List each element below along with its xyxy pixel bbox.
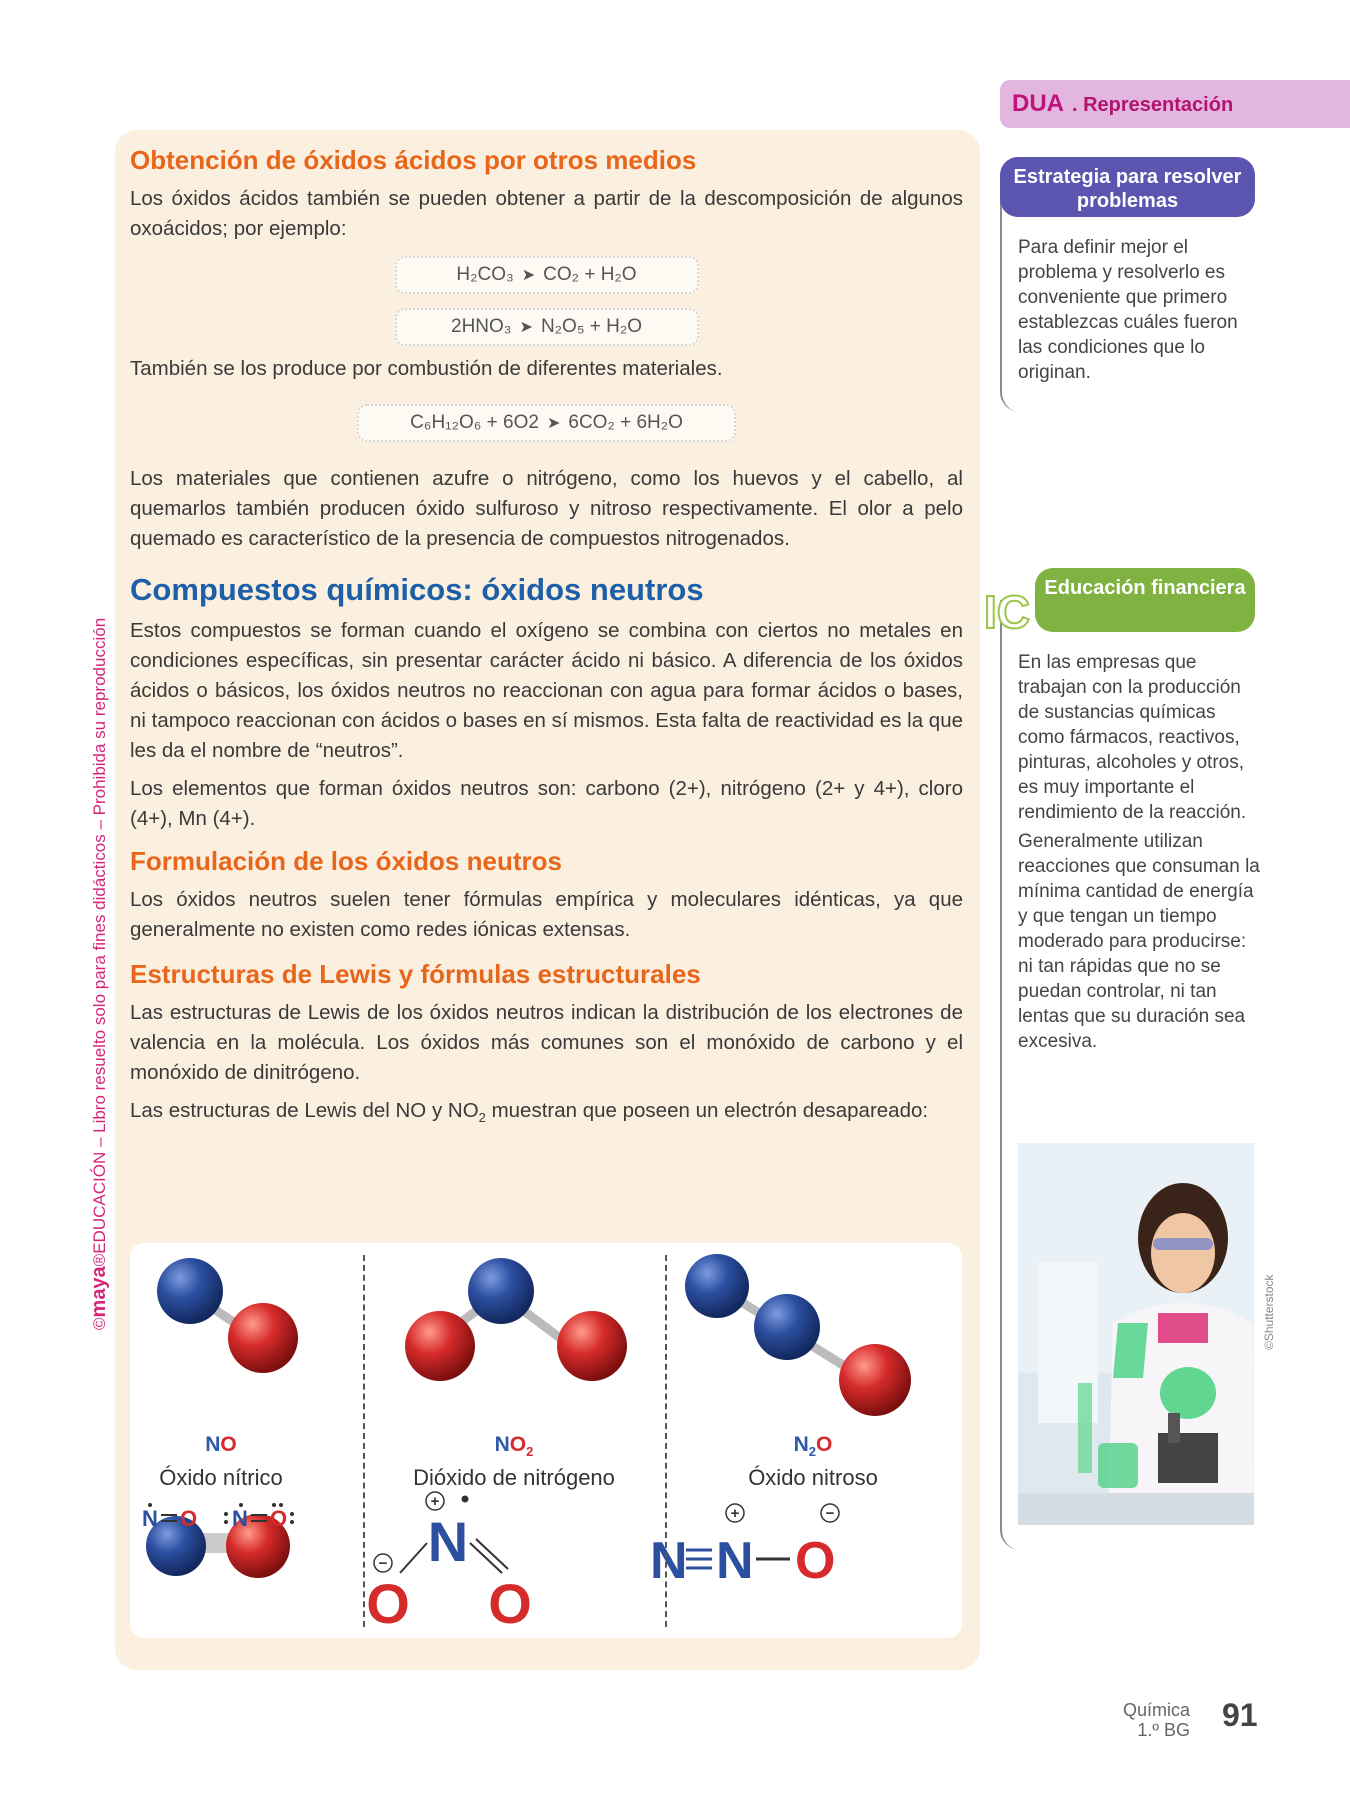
svg-text:+: + bbox=[430, 1493, 440, 1510]
molecule-name: Dióxido de nitrógeno bbox=[413, 1465, 615, 1490]
svg-text:O: O bbox=[180, 1506, 198, 1531]
svg-text:O: O bbox=[366, 1572, 410, 1635]
equation-h2co3: H₂CO₃ ➤ CO₂ + H₂O bbox=[395, 256, 699, 294]
lab-photo bbox=[1018, 1143, 1254, 1525]
paragraph: También se los produce por combustión de diferentes materiales. bbox=[130, 357, 723, 380]
paragraph: Estos compuestos se forman cuando el oxígeno se combina con ciertos no metales en condiciones específicas, sin presentar carácter ácido ni básico. A diferencia de los óxidos ácidos o básicos, los óxidos neutros no reaccionan con agua para formar ácidos o bases, ni tampoco reaccionan con ácidos o bases en sí mismos. Esta falta de reactividad es la que les da el nombre de “neutros”. bbox=[130, 619, 963, 762]
svg-text:−: − bbox=[378, 1555, 388, 1572]
photo-credit: ©Shutterstock bbox=[1262, 1274, 1276, 1350]
molecule-no bbox=[83, 1253, 359, 1628]
svg-text:+: + bbox=[730, 1505, 740, 1522]
molecules-figure bbox=[130, 1243, 962, 1638]
strategy-text: Para definir mejor el problema y resolverlo es conveniente que primero establezcas cuáles fueron las condiciones que lo originan. bbox=[1018, 237, 1238, 383]
lab-illustration bbox=[1018, 1143, 1254, 1525]
section-title-neutral-oxides: Compuestos químicos: óxidos neutros bbox=[130, 572, 704, 607]
page-number: 91 bbox=[1222, 1697, 1258, 1733]
svg-text:N: N bbox=[716, 1532, 754, 1590]
molecule-name: Óxido nitroso bbox=[748, 1465, 878, 1490]
svg-text:N: N bbox=[232, 1506, 248, 1531]
copyright-margin-text: ©maya®EDUCACIÓN – Libro resuelto solo para fines didácticos – Prohibida su reproducción bbox=[88, 617, 110, 1330]
section-title-lewis: Estructuras de Lewis y fórmulas estructurales bbox=[130, 959, 701, 989]
finance-tag: Educación financiera bbox=[1035, 568, 1255, 632]
main-content bbox=[130, 145, 963, 1133]
finance-text: Generalmente utilizan reacciones que consuman la mínima cantidad de energía y que tengan un tiempo moderado para producirse: ni tan rápidas que no se puedan controlar, ni tan lentas que su duración sea excesiva. bbox=[1018, 831, 1260, 1052]
svg-text:−: − bbox=[825, 1505, 835, 1522]
svg-text:O: O bbox=[488, 1572, 532, 1635]
paragraph: Las estructuras de Lewis de los óxidos neutros indican la distribución de los electrones de valencia en la molécula. Los óxidos más comunes son el monóxido de carbono y el monóxido de dinitrógeno. bbox=[130, 1001, 963, 1084]
formula-n2o: $N_2O$ bbox=[793, 1433, 833, 1460]
molecule-n2o bbox=[675, 1253, 951, 1628]
paragraph: Los elementos que forman óxidos neutros son: carbono (2+), nitrógeno (2+ y 4+), cloro (4+), Mn (4+). bbox=[130, 777, 963, 830]
formula-no: NO bbox=[205, 1433, 237, 1456]
section-title-acid-oxides: Obtención de óxidos ácidos por otros medios bbox=[130, 145, 697, 175]
svg-text:N: N bbox=[142, 1506, 158, 1531]
equation-combustion: C₆H₁₂O₆ + 6O2 ➤ 6CO₂ + 6H₂O bbox=[357, 404, 736, 442]
equation-hno3: 2HNO₃ ➤ N₂O₅ + H₂O bbox=[395, 308, 699, 346]
finance-text: En las empresas que trabajan con la producción de sustancias químicas como fármacos, reactivos, pinturas, alcoholes y otros, es muy importante el rendimiento de la reacción. bbox=[1018, 652, 1247, 823]
paragraph: Los óxidos neutros suelen tener fórmulas empírica y moleculares idénticas, ya que generalmente no existen como redes iónicas extensas. bbox=[130, 888, 963, 941]
strategy-content bbox=[1000, 235, 1255, 389]
paragraph: Las estructuras de Lewis del NO y $NO_2$ muestran que poseen un electrón desapareado: bbox=[130, 1099, 929, 1126]
strategy-tag: Estrategia para resolver problemas bbox=[1000, 157, 1255, 217]
paragraph: Los óxidos ácidos también se pueden obtener a partir de la descomposición de algunos oxoácidos; por ejemplo: bbox=[130, 187, 963, 240]
dua-header: DUA . Representación bbox=[1000, 80, 1350, 128]
svg-text:N: N bbox=[650, 1532, 688, 1590]
finance-content bbox=[1000, 650, 1265, 1058]
ic-badge-icon: IC bbox=[984, 586, 1030, 638]
dashed-divider bbox=[665, 1255, 667, 1627]
footer-subject: Química 1.º BG bbox=[1122, 1700, 1190, 1740]
section-title-formulation: Formulación de los óxidos neutros bbox=[130, 846, 562, 876]
formula-no2: $NO_2$ bbox=[494, 1433, 534, 1460]
svg-text:O: O bbox=[795, 1532, 836, 1590]
dashed-divider bbox=[363, 1255, 365, 1627]
molecule-no2 bbox=[376, 1253, 652, 1628]
svg-text:O: O bbox=[270, 1506, 288, 1531]
paragraph: Los materiales que contienen azufre o nitrógeno, como los huevos y el cabello, al quemarlos también producen óxido sulfuroso y nitroso respectivamente. El olor a pelo quemado es característico de la presencia de compuestos nitrogenados. bbox=[130, 467, 963, 550]
molecule-name: Óxido nítrico bbox=[159, 1465, 283, 1490]
svg-text:N: N bbox=[427, 1510, 469, 1573]
